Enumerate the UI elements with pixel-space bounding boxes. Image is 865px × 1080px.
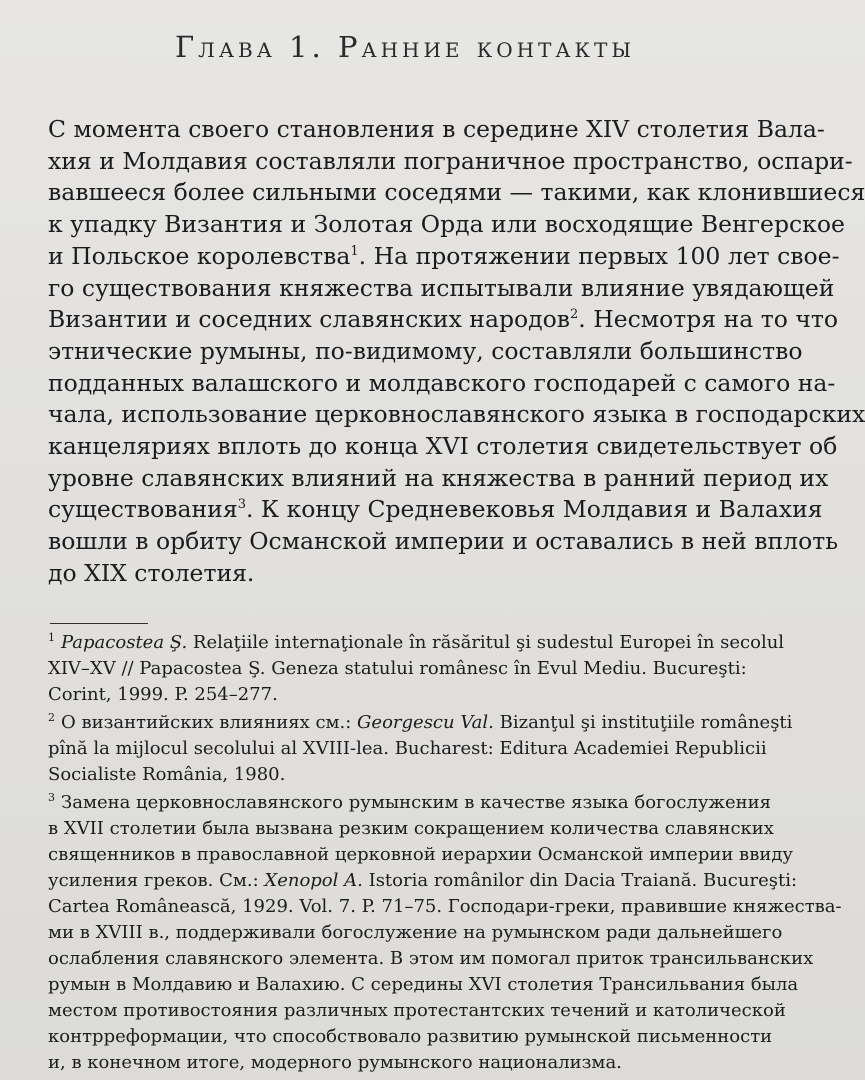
footnote-ref-2[interactable]: 2 [570, 307, 579, 323]
footnote-author: Papacostea Ş. [61, 632, 188, 653]
text-line: этнические румыны, по-видимому, составляли большинство [48, 336, 803, 365]
footnote-author: Xenopol A. [264, 870, 363, 891]
text-line: подданных валашского и молдавского господарей с самого на- [48, 368, 836, 397]
text-line: уровне славянских влияний на княжества в ранний период их [48, 463, 829, 492]
footnote-author: Georgescu Val. [357, 712, 494, 733]
footnote-line: Socialiste România, 1980. [48, 764, 286, 785]
footnote-line: местом противостояния различных протестантских течений и католической [48, 1000, 786, 1021]
footnote-ref-1[interactable]: 1 [350, 243, 359, 259]
text-segment: и Польское королевства [48, 241, 351, 270]
text-line: го существования княжества испытывали влияние увядающей [48, 273, 835, 302]
text-line: вошли в орбиту Османской империи и оставались в ней вплоть [48, 527, 839, 556]
text-line: вавшееся более сильными соседями — такими, как клонившиеся [48, 178, 865, 207]
footnote-line: Cartea Românească, 1929. Vol. 7. P. 71–75. Господари-греки, правившие княжества- [48, 896, 842, 917]
footnote-line: ми в XVIII в., поддерживали богослужение на румынском ради дальнейшего [48, 922, 783, 943]
footnote-text: Замена церковнославянского румынским в качестве языка богослужения [61, 792, 771, 813]
footnote-line: pînă la mijlocul secolului al XVIII-lea. Bucharest: Editura Academiei Republicii [48, 738, 767, 759]
footnote-3 [48, 790, 842, 1076]
footnote-line: и, в конечном итоге, модерного румынского национализма. [48, 1052, 622, 1073]
footnote-text: О византийских влияниях см.: [61, 712, 358, 733]
footnote-1 [48, 630, 786, 708]
text-line: С момента своего становления в середине XIV столетия Вала- [48, 115, 825, 143]
footnote-line: ослабления славянского элемента. В этом им помогал приток трансильванских [48, 948, 814, 969]
text-line [48, 494, 823, 526]
text-segment: . На протяжении первых 100 лет свое- [358, 241, 840, 270]
footnote-text: Bizanţul şi instituţiile româneşti [493, 712, 793, 733]
footnote-number: 1 [48, 631, 55, 644]
footnote-line: священников в православной церковной иерархии Османской империи ввиду [48, 844, 793, 865]
text-line: канцеляриях вплоть до конца XVI столетия свидетельствует об [48, 432, 838, 461]
footnote-ref-3[interactable]: 3 [237, 497, 246, 513]
footnote-number: 3 [48, 791, 55, 804]
chapter-title: Глава 1. Ранние контакты [174, 30, 636, 64]
text-line [48, 241, 840, 273]
text-segment: . К концу Средневековья Молдавия и Валахия [245, 495, 823, 524]
text-line: чала, использование церковнославянского языка в господарских [48, 400, 865, 429]
footnote-line: румын в Молдавию и Валахию. С середины XVI столетия Трансильвания была [48, 974, 799, 995]
text-line: хия и Молдавия составляли пограничное пространство, оспари- [48, 146, 853, 175]
text-segment: существования [48, 495, 238, 524]
text-segment: . Несмотря на то что [578, 305, 839, 334]
text-line [48, 304, 839, 336]
text-line: до XIX столетия. [48, 558, 255, 587]
footnote-number: 2 [48, 711, 55, 724]
footnote-divider [50, 623, 148, 624]
footnote-text: Relaţiile internaţionale în răsăritul şi sudestul Europei în secolul [187, 632, 785, 653]
footnote-line: Corint, 1999. P. 254–277. [48, 684, 278, 705]
footnote-line: контрреформации, что способствовало развитию румынской письменности [48, 1026, 773, 1047]
footnote-text: усиления греков. См.: [48, 870, 265, 891]
text-segment: Византии и соседних славянских народов [48, 305, 571, 334]
footnotes [48, 630, 842, 1078]
footnote-text: Istoria românilor din Dacia Traiană. Bucureşti: [362, 870, 798, 891]
footnote-line: XIV–XV // Papacostea Ş. Geneza statului românesc în Evul Mediu. Bucureşti: [48, 658, 747, 679]
footnote-2 [48, 710, 793, 788]
main-paragraph [48, 114, 865, 590]
footnote-line: в XVII столетии была вызвана резким сокращением количества славянских [48, 818, 774, 839]
text-line: к упадку Византия и Золотая Орда или восходящие Венгерское [48, 210, 845, 239]
